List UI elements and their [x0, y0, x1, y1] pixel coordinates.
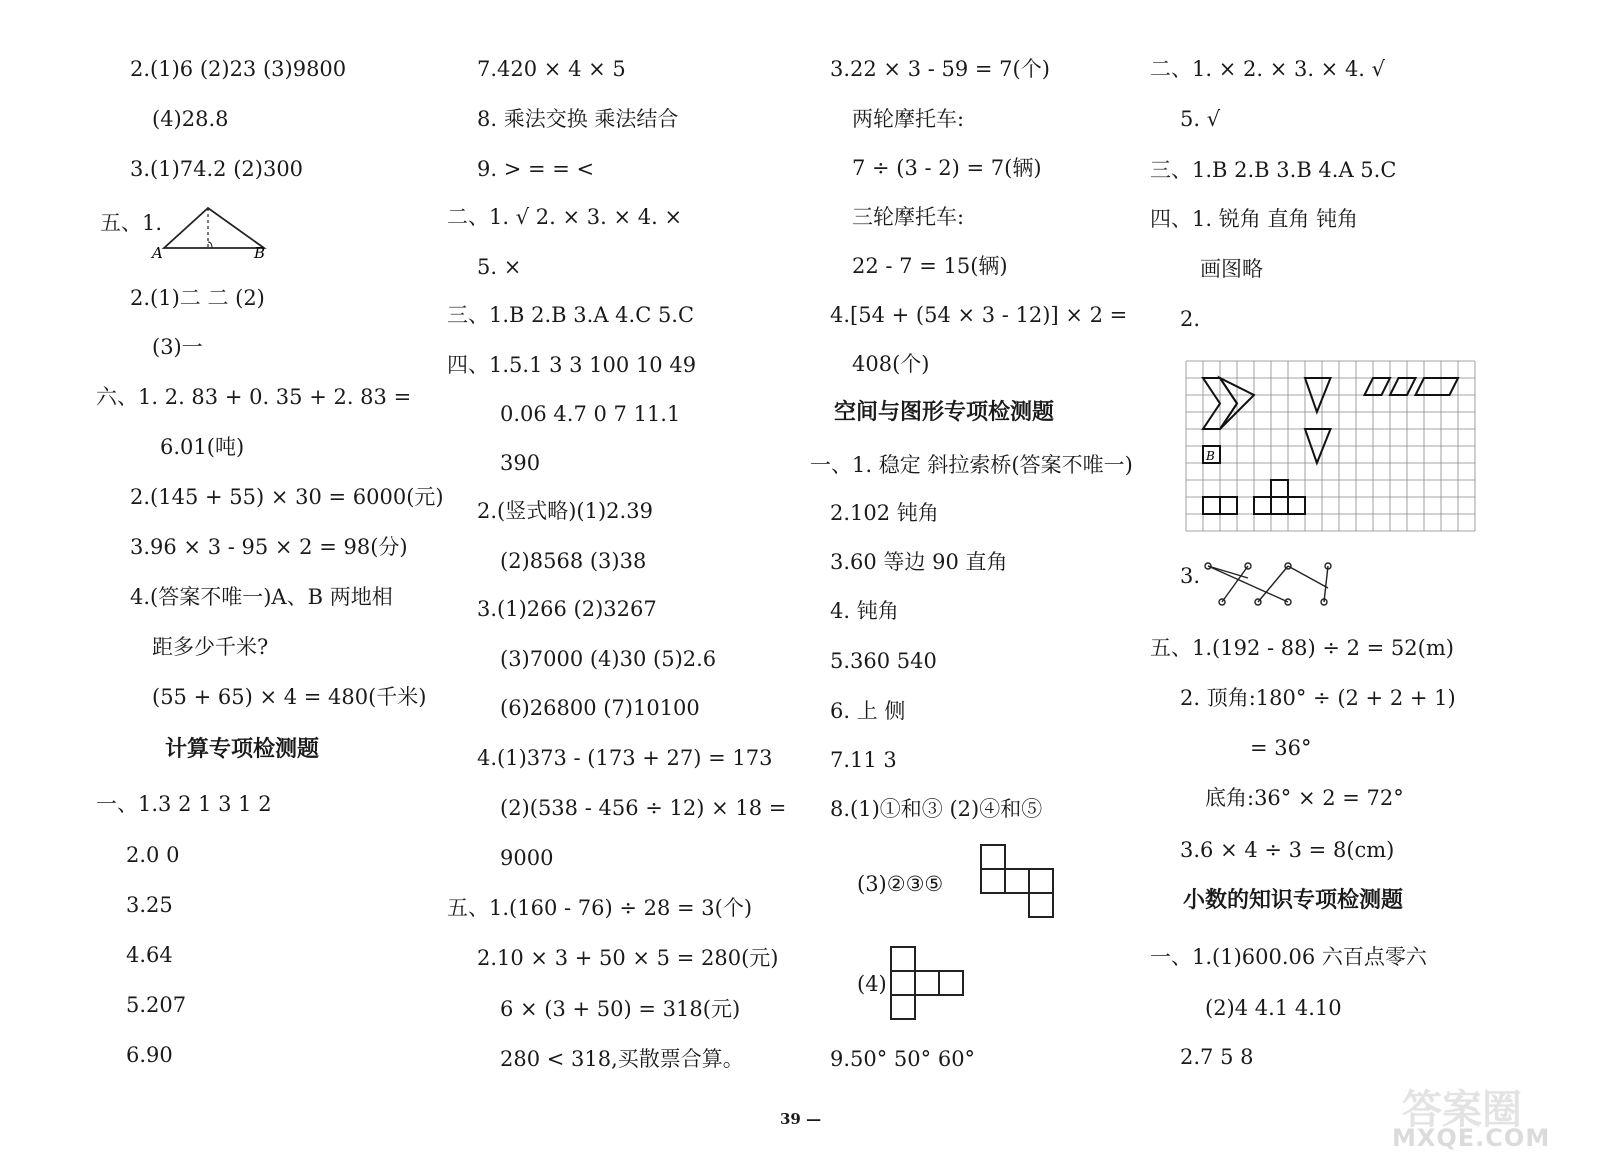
answer-line: 三、1.B 2.B 3.B 4.A 5.C	[1150, 158, 1397, 182]
watermark-logo	[1392, 1078, 1592, 1152]
section-heading: 空间与图形专项检测题	[834, 400, 1055, 425]
answer-line: 4.(1)373 - (173 + 27) = 173	[477, 746, 773, 770]
triangle-figure	[150, 200, 280, 262]
matching-figure	[1200, 558, 1340, 608]
cube-net-4	[888, 944, 968, 1024]
answer-line: 3.	[1180, 564, 1201, 588]
answer-line: 2.7 5 8	[1180, 1045, 1254, 1069]
answer-line: 3.25	[126, 893, 173, 917]
answer-line: 5. √	[1180, 107, 1221, 131]
answer-line: 2.(1)6 (2)23 (3)9800	[130, 57, 347, 81]
answer-line: (2)(538 - 456 ÷ 12) × 18 =	[500, 796, 787, 820]
triangle-label-b: B	[254, 244, 266, 262]
answer-line: 3.6 × 4 ÷ 3 = 8(cm)	[1180, 838, 1395, 862]
answer-line: 9.50° 50° 60°	[830, 1047, 976, 1071]
answer-line: (2)4 4.1 4.10	[1205, 996, 1342, 1020]
answer-line: 两轮摩托车:	[852, 107, 965, 131]
answer-line: = 36°	[1250, 736, 1312, 760]
answer-line: 3.96 × 3 - 95 × 2 = 98(分)	[130, 535, 408, 559]
section-heading: 小数的知识专项检测题	[1183, 888, 1404, 913]
answer-line: 三轮摩托车:	[852, 205, 965, 229]
answer-line: 4.[54 + (54 × 3 - 12)] × 2 =	[830, 303, 1128, 327]
answer-line: 2.10 × 3 + 50 × 5 = 280(元)	[477, 946, 779, 970]
answer-line: 3.22 × 3 - 59 = 7(个)	[830, 57, 1050, 81]
answer-line: 3.60 等边 90 直角	[830, 550, 1008, 574]
answer-line: 9000	[500, 846, 554, 870]
answer-line: 4. 钝角	[830, 599, 899, 623]
answer-line: 五、1.	[100, 211, 163, 235]
answer-line: 四、1. 锐角 直角 钝角	[1150, 207, 1359, 231]
answer-line: 390	[500, 451, 541, 475]
answer-line: 9. > = = <	[477, 157, 595, 181]
grid-figure	[1180, 355, 1480, 535]
answer-line: 4.64	[126, 943, 173, 967]
watermark-url-text: MXQE.COM	[1392, 1124, 1551, 1152]
answer-line: 一、1. 稳定 斜拉索桥(答案不唯一)	[810, 453, 1133, 477]
answer-line: (55 + 65) × 4 = 480(千米)	[152, 685, 427, 709]
answer-line: (2)8568 (3)38	[500, 549, 647, 573]
answer-line: 画图略	[1200, 257, 1263, 281]
answer-line: 三、1.B 2.B 3.A 4.C 5.C	[447, 303, 695, 327]
answer-line: 2.(1)二 二 (2)	[130, 286, 265, 310]
answer-line: 2. 顶角:180° ÷ (2 + 2 + 1)	[1180, 686, 1456, 710]
answer-line: 6. 上 侧	[830, 699, 906, 723]
answer-line: 一、1.(1)600.06 六百点零六	[1150, 945, 1427, 969]
answer-line: 6.90	[126, 1043, 173, 1067]
answer-line: (3)②③⑤	[857, 872, 944, 896]
answer-line: 7.11 3	[830, 748, 897, 772]
answer-line: 六、1. 2. 83 + 0. 35 + 2. 83 =	[96, 385, 412, 409]
section-heading: 计算专项检测题	[165, 737, 320, 762]
answer-line: (3)一	[152, 335, 203, 359]
answer-line: 一、1.3 2 1 3 1 2	[96, 792, 272, 816]
answer-line: 7 ÷ (3 - 2) = 7(辆)	[852, 156, 1042, 180]
answer-line: 距多少千米?	[152, 635, 269, 659]
answer-line: (4)28.8	[152, 107, 229, 131]
triangle-label-a: A	[152, 244, 163, 262]
answer-line: 8.(1)①和③ (2)④和⑤	[830, 797, 1043, 821]
answer-line: 五、1.(192 - 88) ÷ 2 = 52(m)	[1150, 636, 1454, 660]
answer-line: 二、1. √ 2. × 3. × 4. ×	[447, 205, 683, 229]
answer-line: 2.	[1180, 307, 1201, 331]
answer-line: 底角:36° × 2 = 72°	[1205, 786, 1404, 810]
answer-line: 6 × (3 + 50) = 318(元)	[500, 997, 741, 1021]
answer-line: (4)	[857, 972, 887, 996]
answer-line: 0.06 4.7 0 7 11.1	[500, 402, 681, 426]
answer-line: 3.(1)266 (2)3267	[477, 597, 657, 621]
grid-label-b: B	[1206, 449, 1215, 463]
answer-line: 5.360 540	[830, 649, 937, 673]
cube-net-3	[978, 842, 1058, 922]
answer-line: 6.01(吨)	[160, 435, 245, 459]
answer-line: 408(个)	[852, 352, 930, 376]
answer-line: (3)7000 (4)30 (5)2.6	[500, 647, 717, 671]
answer-line: 2.(竖式略)(1)2.39	[477, 499, 653, 523]
answer-line: 5. ×	[477, 255, 522, 279]
answer-line: 3.(1)74.2 (2)300	[130, 157, 304, 181]
answer-line: 五、1.(160 - 76) ÷ 28 = 3(个)	[447, 896, 753, 920]
answer-line: 280 < 318,买散票合算。	[500, 1047, 744, 1071]
answer-line: 22 - 7 = 15(辆)	[852, 254, 1008, 278]
answer-line: 2.102 钝角	[830, 501, 939, 525]
answer-line: 8. 乘法交换 乘法结合	[477, 107, 679, 131]
page-number: 39 —	[780, 1110, 822, 1128]
answer-line: 5.207	[126, 993, 187, 1017]
answer-line: 7.420 × 4 × 5	[477, 57, 626, 81]
answer-line: 2.(145 + 55) × 30 = 6000(元)	[130, 485, 444, 509]
answer-line: 4.(答案不唯一)A、B 两地相	[130, 585, 393, 609]
answer-line: 四、1.5.1 3 3 100 10 49	[447, 353, 697, 377]
answer-line: (6)26800 (7)10100	[500, 696, 700, 720]
answer-line: 2.0 0	[126, 843, 180, 867]
watermark-big-text: 答案圈	[1402, 1087, 1522, 1133]
answer-line: 二、1. × 2. × 3. × 4. √	[1150, 57, 1386, 81]
